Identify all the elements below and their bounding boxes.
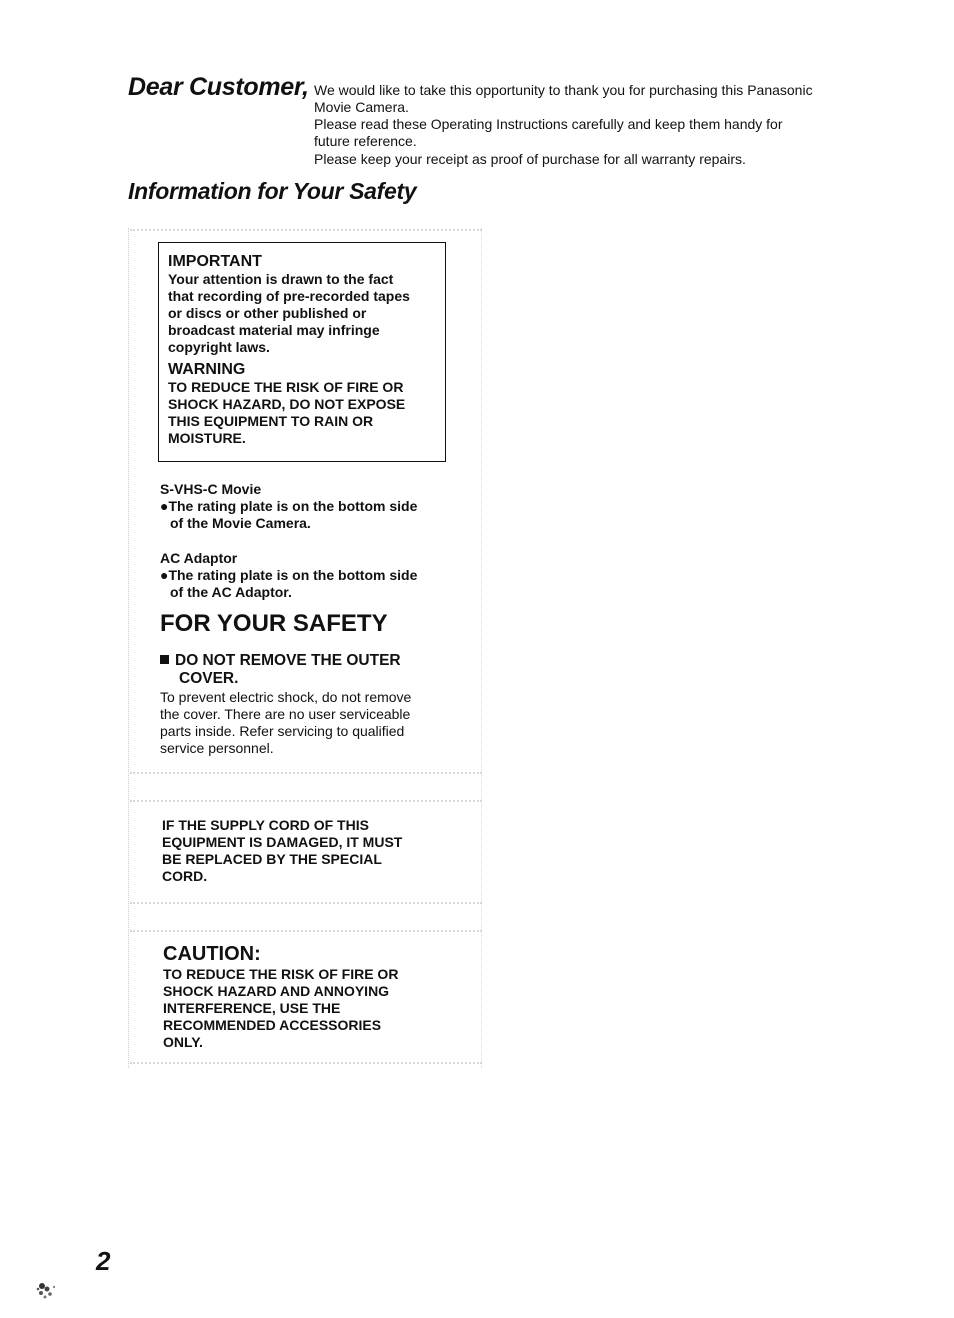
warning-line: MOISTURE. [168, 430, 246, 446]
svhs-section [160, 481, 417, 532]
important-text [168, 271, 443, 356]
supply-cord-line: CORD. [162, 868, 208, 884]
caution-line: TO REDUCE THE RISK OF FIRE OR [163, 966, 399, 982]
intro-text-line: Please read these Operating Instructions carefully and keep them handy for [314, 116, 783, 133]
page-number: 2 [96, 1246, 111, 1276]
square-bullet-icon [160, 655, 169, 664]
important-line: or discs or other published or [168, 305, 367, 321]
caution-text [163, 966, 398, 1051]
dotted-divider [130, 930, 482, 932]
ac-adaptor-line: ●The rating plate is on the bottom side [160, 567, 418, 583]
caution-line: ONLY. [163, 1034, 203, 1050]
svhs-line: ●The rating plate is on the bottom side [160, 498, 418, 514]
outer-cover-body-line: the cover. There are no user serviceable [160, 706, 411, 722]
caution-line: RECOMMENDED ACCESSORIES [163, 1017, 382, 1033]
svhs-line: of the Movie Camera. [170, 515, 311, 531]
dotted-divider [130, 229, 482, 231]
supply-cord-notice [162, 817, 402, 885]
warning-line: TO REDUCE THE RISK OF FIRE OR [168, 379, 404, 395]
scan-smudge-icon [34, 1278, 62, 1302]
outer-cover-body [160, 689, 411, 757]
intro-text-line: future reference. [314, 133, 417, 150]
important-line: copyright laws. [168, 339, 270, 355]
ac-adaptor-section [160, 550, 417, 601]
warning-line: SHOCK HAZARD, DO NOT EXPOSE [168, 396, 406, 412]
outer-cover-line: COVER. [179, 670, 239, 687]
intro-text-line-1: We would like to take this opportunity to thank you for purchasing this Panasonic [314, 82, 813, 98]
for-your-safety-heading: FOR YOUR SAFETY [160, 610, 388, 637]
svhs-heading: S-VHS-C Movie [160, 481, 262, 497]
warning-heading: WARNING [168, 361, 246, 378]
supply-cord-line: BE REPLACED BY THE SPECIAL [162, 851, 382, 867]
caution-line: SHOCK HAZARD AND ANNOYING [163, 983, 390, 999]
dotted-divider [130, 800, 482, 802]
info-safety-heading: Information for Your Safety [128, 178, 417, 204]
intro-text-line: Movie Camera. [314, 99, 409, 115]
dear-customer-heading: Dear Customer, [128, 73, 309, 101]
intro-text [314, 99, 859, 168]
important-line: that recording of pre-recorded tapes [168, 288, 410, 304]
important-line: Your attention is drawn to the fact [168, 271, 394, 287]
warning-text [168, 379, 443, 447]
outer-cover-body-line: service personnel. [160, 740, 274, 756]
ac-adaptor-line: of the AC Adaptor. [170, 584, 292, 600]
important-warning-box [158, 242, 446, 462]
dotted-divider [130, 1062, 482, 1064]
outer-cover-line: DO NOT REMOVE THE OUTER [175, 652, 401, 669]
outer-cover-body-line: parts inside. Refer servicing to qualified [160, 723, 405, 739]
dotted-divider [130, 772, 482, 774]
outer-cover-body-line: To prevent electric shock, do not remove [160, 689, 412, 705]
important-line: broadcast material may infringe [168, 322, 380, 338]
outer-cover-subheading [160, 652, 401, 688]
caution-line: INTERFERENCE, USE THE [163, 1000, 341, 1016]
intro-text-line: Please keep your receipt as proof of purchase for all warranty repairs. [314, 150, 746, 167]
supply-cord-line: IF THE SUPPLY CORD OF THIS [162, 817, 369, 833]
dotted-divider [130, 902, 482, 904]
important-heading: IMPORTANT [168, 253, 262, 270]
warning-line: THIS EQUIPMENT TO RAIN OR [168, 413, 374, 429]
ac-adaptor-heading: AC Adaptor [160, 550, 238, 566]
caution-heading: CAUTION: [163, 943, 261, 965]
supply-cord-line: EQUIPMENT IS DAMAGED, IT MUST [162, 834, 403, 850]
